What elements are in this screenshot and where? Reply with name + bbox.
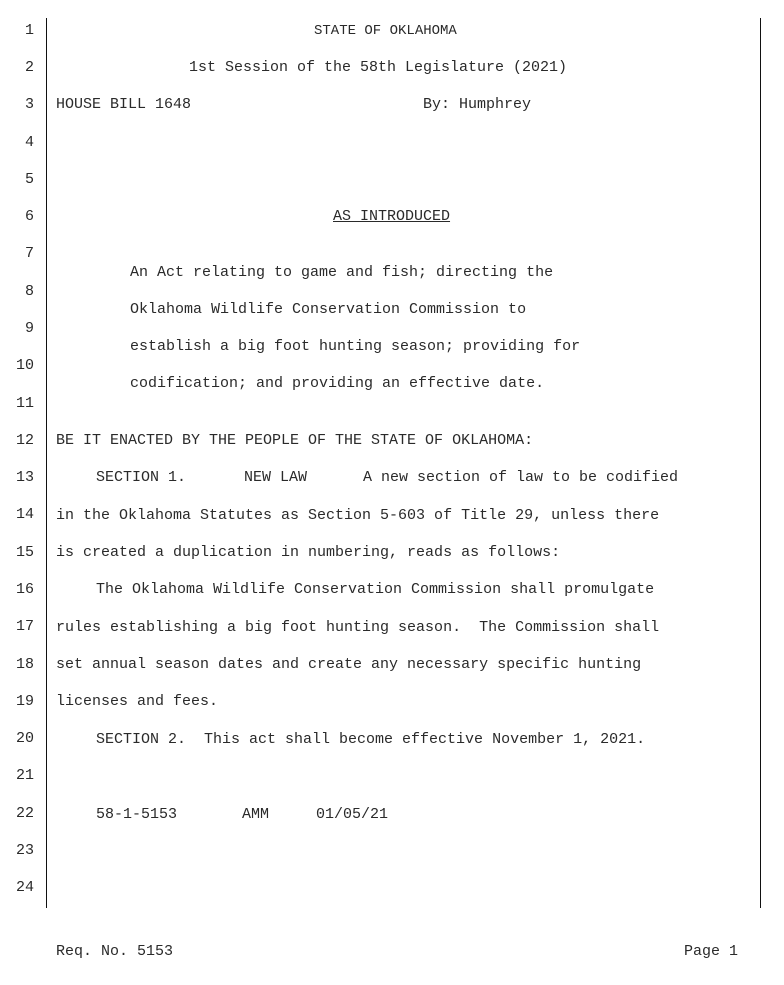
section-1-line: in the Oklahoma Statutes as Section 5-603 of Title 29, unless there	[56, 507, 660, 524]
act-title-line: establish a big foot hunting season; providing for	[130, 337, 581, 355]
line-number: 5	[24, 171, 34, 188]
state-heading: STATE OF OKLAHOMA	[314, 23, 457, 39]
line-number: 6	[24, 208, 34, 225]
line-number: 8	[24, 283, 34, 300]
drafter-initials: AMM	[242, 806, 270, 823]
line-number: 10	[15, 357, 34, 374]
line-number: 22	[15, 805, 34, 822]
drafting-date: 01/05/21	[316, 806, 389, 823]
left-margin-rule	[46, 18, 47, 908]
right-margin-rule	[760, 18, 761, 908]
act-title-line: codification; and providing an effective date.	[130, 375, 545, 393]
line-number: 17	[15, 618, 34, 635]
line-number: 3	[24, 96, 34, 113]
section-1-label: SECTION 1.	[96, 469, 187, 486]
line-number-column	[0, 0, 34, 910]
line-number: 23	[15, 842, 34, 859]
line-number: 12	[15, 432, 34, 449]
line-number: 7	[24, 245, 34, 262]
line-number: 18	[15, 656, 34, 673]
line-number: 13	[15, 469, 34, 486]
bill-number: HOUSE BILL 1648	[56, 96, 192, 113]
section-text-line: The Oklahoma Wildlife Conservation Commission shall promulgate	[96, 581, 655, 598]
line-number: 21	[15, 767, 34, 784]
act-title-line: Oklahoma Wildlife Conservation Commission to	[130, 300, 527, 318]
line-number: 11	[15, 395, 34, 412]
act-title-line: An Act relating to game and fish; directing the	[130, 263, 554, 281]
line-number: 19	[15, 693, 34, 710]
line-number: 16	[15, 581, 34, 598]
line-number: 4	[24, 134, 34, 151]
request-number: Req. No. 5153	[56, 943, 174, 960]
section-2: SECTION 2. This act shall become effective November 1, 2021.	[96, 731, 646, 748]
line-number: 9	[24, 320, 34, 337]
line-number: 14	[15, 506, 34, 523]
act-title	[130, 245, 650, 412]
line-number: 15	[15, 544, 34, 561]
line-number: 2	[24, 59, 34, 76]
line-number: 1	[24, 22, 34, 39]
line-number: 24	[15, 879, 34, 896]
section-text-line: rules establishing a big foot hunting season. The Commission shall	[56, 619, 660, 636]
section-1-intro: A new section of law to be codified	[363, 469, 679, 486]
section-1-type: NEW LAW	[244, 469, 308, 486]
session-heading: 1st Session of the 58th Legislature (2021)	[189, 59, 568, 76]
bill-author: By: Humphrey	[423, 96, 532, 113]
page-number: Page 1	[683, 943, 738, 960]
bill-status: AS INTRODUCED	[333, 208, 451, 225]
section-text-line: licenses and fees.	[56, 693, 219, 710]
drafting-number: 58-1-5153	[96, 806, 178, 823]
enacting-clause: BE IT ENACTED BY THE PEOPLE OF THE STATE OF OKLAHOMA:	[56, 432, 534, 449]
section-1-line: is created a duplication in numbering, reads as follows:	[56, 544, 561, 561]
section-text-line: set annual season dates and create any necessary specific hunting	[56, 656, 642, 673]
line-number: 20	[15, 730, 34, 747]
